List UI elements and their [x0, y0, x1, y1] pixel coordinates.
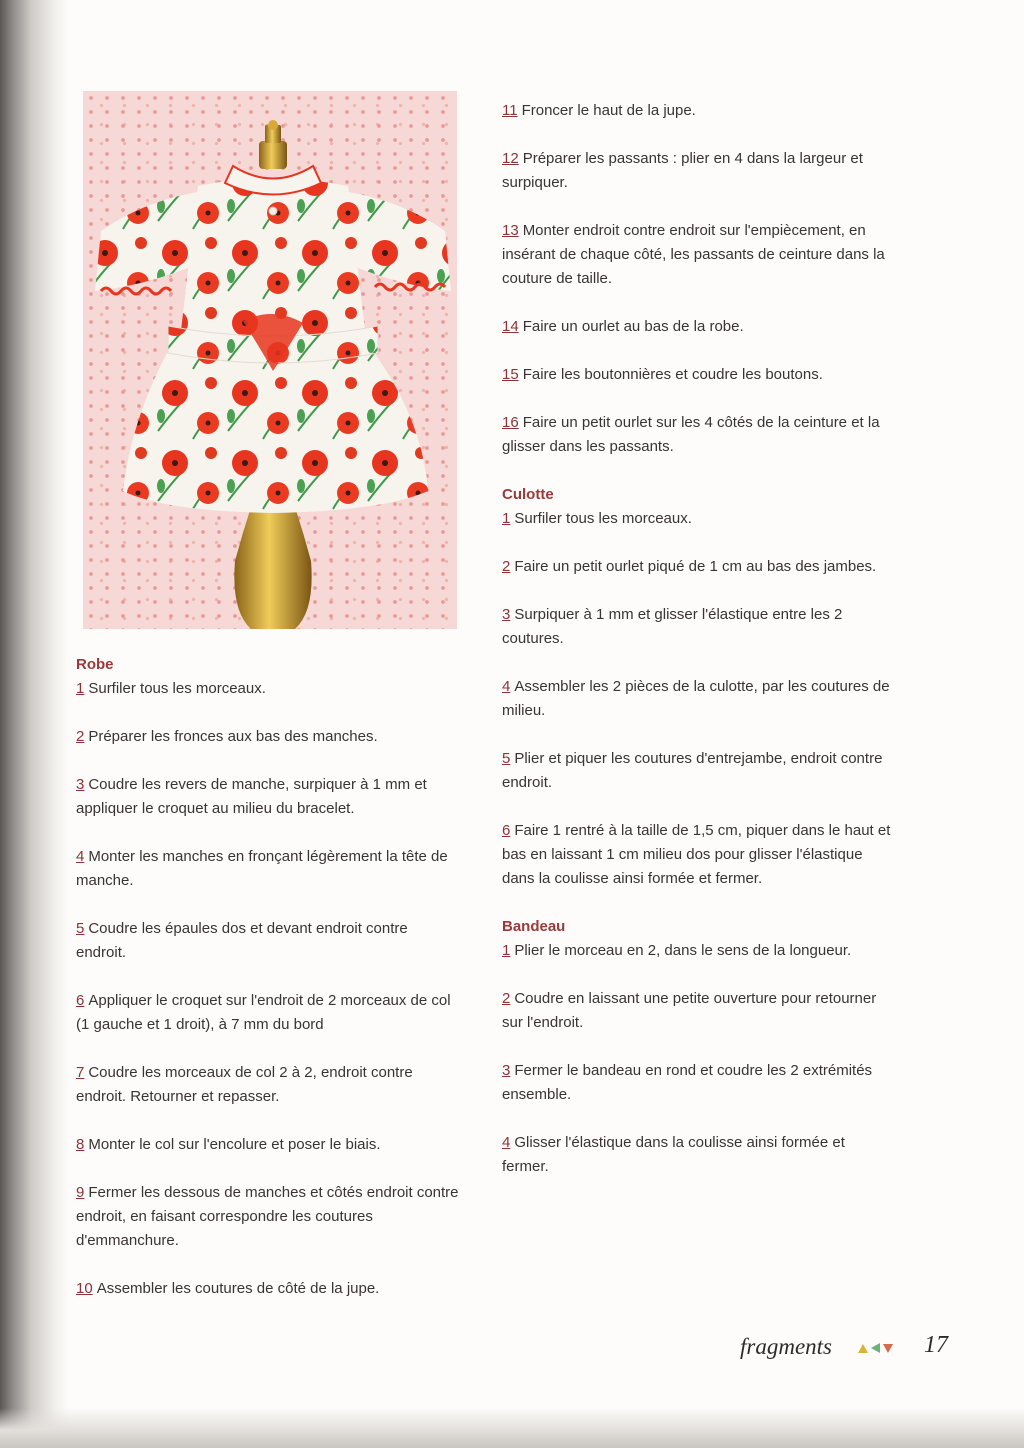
step-item — [502, 99, 892, 123]
step-text: Faire 1 rentré à la taille de 1,5 cm, piquer dans le haut et bas en laissant 1 cm milieu dos pour glisser l'élastique dans la coulisse ainsi formée et fermer. — [502, 822, 891, 887]
step-number: 12 — [502, 150, 519, 167]
step-item — [502, 147, 892, 195]
page-footer — [740, 1330, 960, 1370]
step-item — [76, 725, 460, 749]
step-number: 8 — [76, 1136, 85, 1153]
step-number: 1 — [502, 942, 511, 959]
step-item — [502, 987, 892, 1035]
step-number: 14 — [502, 318, 519, 335]
right-column — [502, 99, 892, 1203]
step-number: 3 — [76, 776, 85, 793]
step-text: Assembler les coutures de côté de la jupe. — [96, 1280, 380, 1297]
step-item — [502, 819, 892, 891]
step-item — [502, 555, 892, 579]
step-item — [502, 747, 892, 795]
step-item — [502, 411, 892, 459]
robe-continued — [502, 99, 892, 459]
step-number: 2 — [502, 558, 511, 575]
step-number: 13 — [502, 222, 519, 239]
triangle-down-icon — [883, 1344, 893, 1353]
step-text: Plier et piquer les coutures d'entrejambe, endroit contre endroit. — [502, 750, 883, 791]
section-bandeau — [502, 915, 892, 1179]
step-item — [502, 1131, 892, 1179]
step-text: Coudre les revers de manche, surpiquer à 1 mm et appliquer le croquet au milieu du bracelet. — [76, 776, 427, 817]
step-number: 5 — [76, 920, 85, 937]
step-text: Faire un ourlet au bas de la robe. — [522, 318, 744, 335]
step-number: 9 — [76, 1184, 85, 1201]
step-text: Faire un petit ourlet sur les 4 côtés de la ceinture et la glisser dans les passants. — [502, 414, 880, 455]
section-title-robe: Robe — [76, 656, 114, 673]
section-title-bandeau: Bandeau — [502, 918, 566, 935]
step-number: 16 — [502, 414, 519, 431]
step-number: 15 — [502, 366, 519, 383]
step-item — [76, 845, 460, 893]
page-bottom-shadow — [0, 1408, 1024, 1448]
step-number: 11 — [502, 102, 518, 119]
step-number: 1 — [502, 510, 511, 527]
step-number: 10 — [76, 1280, 93, 1297]
step-item — [76, 1133, 460, 1157]
step-item — [502, 315, 892, 339]
step-item — [76, 1277, 460, 1301]
step-text: Surfiler tous les morceaux. — [514, 510, 692, 527]
section-title-culotte: Culotte — [502, 486, 554, 503]
step-text: Coudre les morceaux de col 2 à 2, endroit contre endroit. Retourner et repasser. — [76, 1064, 413, 1105]
step-text: Fermer le bandeau en rond et coudre les 2 extrémités ensemble. — [502, 1062, 873, 1103]
step-number: 6 — [76, 992, 85, 1009]
step-text: Préparer les passants : plier en 4 dans la largeur et surpiquer. — [502, 150, 863, 191]
step-text: Monter les manches en fronçant légèrement la tête de manche. — [76, 848, 448, 889]
step-item — [76, 989, 460, 1037]
step-item — [502, 507, 892, 531]
left-column — [76, 653, 460, 1325]
step-item — [76, 1061, 460, 1109]
step-text: Surpiquer à 1 mm et glisser l'élastique entre les 2 coutures. — [502, 606, 843, 647]
step-item — [502, 1059, 892, 1107]
step-text: Glisser l'élastique dans la coulisse ainsi formée et fermer. — [502, 1134, 845, 1175]
footer-brand: fragments — [740, 1334, 832, 1359]
step-text: Coudre les épaules dos et devant endroit contre endroit. — [76, 920, 408, 961]
step-item — [502, 939, 892, 963]
section-robe — [76, 653, 460, 1301]
step-text: Froncer le haut de la jupe. — [521, 102, 696, 119]
step-number: 5 — [502, 750, 511, 767]
step-number: 2 — [502, 990, 511, 1007]
step-number: 4 — [502, 678, 511, 695]
step-number: 4 — [502, 1134, 511, 1151]
dress-photo — [83, 91, 457, 629]
step-item — [76, 1181, 460, 1253]
step-item — [76, 677, 460, 701]
step-text: Fermer les dessous de manches et côtés endroit contre endroit, en faisant correspondre les coutures d'emmanchure. — [76, 1184, 459, 1249]
step-item — [76, 917, 460, 965]
step-item — [502, 219, 892, 291]
step-number: 6 — [502, 822, 511, 839]
step-text: Coudre en laissant une petite ouverture pour retourner sur l'endroit. — [502, 990, 877, 1031]
step-item — [502, 603, 892, 651]
step-item — [502, 363, 892, 387]
triangle-left-icon — [871, 1343, 880, 1353]
step-text: Appliquer le croquet sur l'endroit de 2 morceaux de col (1 gauche et 1 droit), à 7 mm du bord — [76, 992, 451, 1033]
step-number: 7 — [76, 1064, 85, 1081]
step-text: Surfiler tous les morceaux. — [88, 680, 266, 697]
step-text: Faire les boutonnières et coudre les boutons. — [522, 366, 823, 383]
step-number: 4 — [76, 848, 85, 865]
step-text: Monter endroit contre endroit sur l'empiècement, en insérant de chaque côté, les passants de ceinture dans la couture de taille. — [502, 222, 885, 287]
step-text: Plier le morceau en 2, dans le sens de la longueur. — [514, 942, 852, 959]
step-item — [502, 675, 892, 723]
step-number: 2 — [76, 728, 85, 745]
step-text: Monter le col sur l'encolure et poser le biais. — [88, 1136, 381, 1153]
step-number: 3 — [502, 606, 511, 623]
page-number: 17 — [924, 1332, 948, 1358]
step-number: 1 — [76, 680, 85, 697]
poppy-dress-illustration — [83, 91, 457, 629]
step-item — [76, 773, 460, 821]
step-text: Préparer les fronces aux bas des manches. — [88, 728, 378, 745]
step-number: 3 — [502, 1062, 511, 1079]
page-binding-shadow — [0, 0, 70, 1448]
step-text: Assembler les 2 pièces de la culotte, par les coutures de milieu. — [502, 678, 890, 719]
section-culotte — [502, 483, 892, 891]
triangle-up-icon — [858, 1344, 868, 1353]
step-text: Faire un petit ourlet piqué de 1 cm au bas des jambes. — [514, 558, 877, 575]
